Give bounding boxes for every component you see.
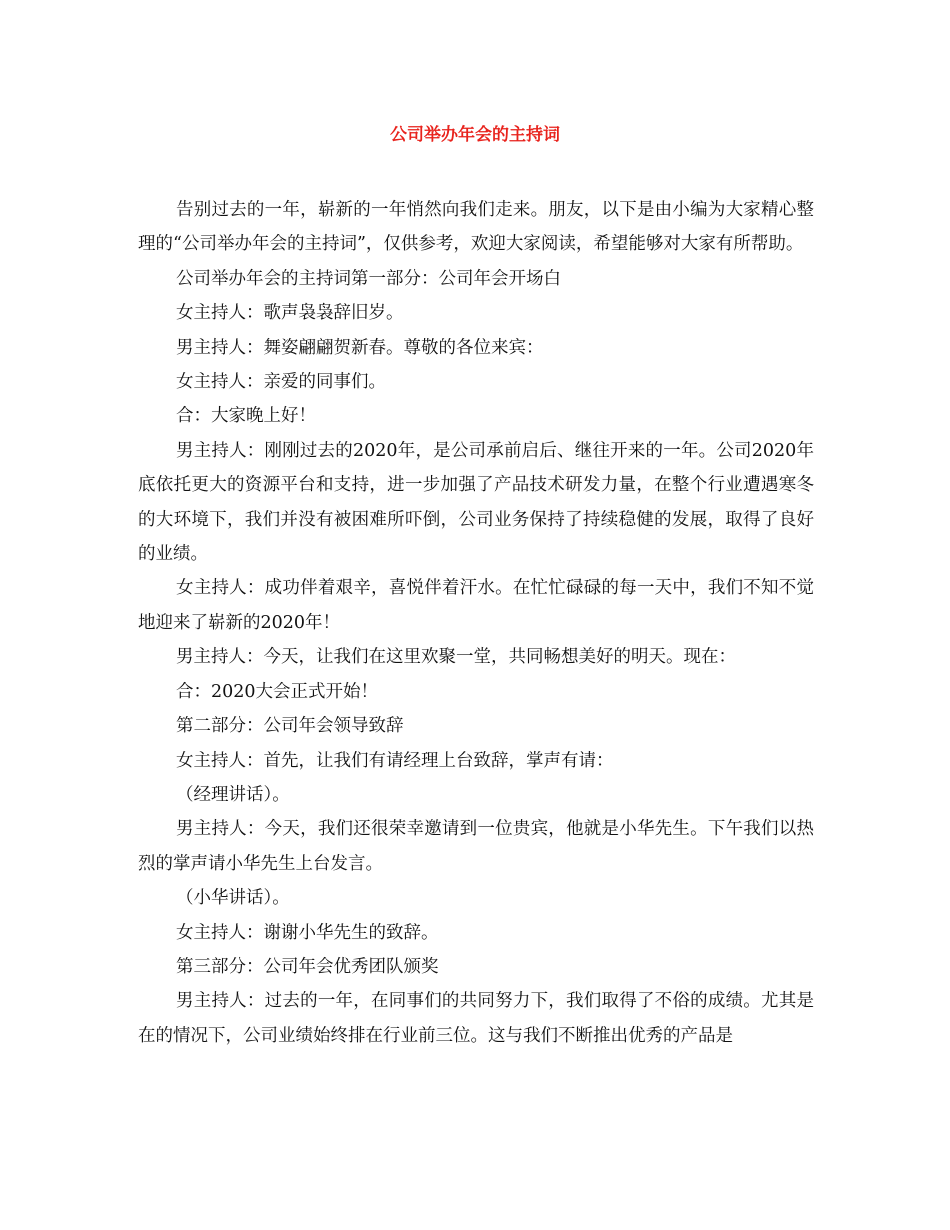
paragraph-section-three-heading: 第三部分：公司年会优秀团队颁奖 xyxy=(176,956,439,977)
document-body xyxy=(138,193,814,1053)
paragraph-intro: 告别过去的一年，崭新的一年悄然向我们走来。朋友，以下是由小编为大家精心整理的“公司举办年会的主持词”，仅供参考，欢迎大家阅读，希望能够对大家有所帮助。 xyxy=(138,200,814,255)
paragraph-dialogue: 女主持人：亲爱的同事们。 xyxy=(176,372,386,393)
paragraph-dialogue: 男主持人：过去的一年，在同事们的共同努力下，我们取得了不俗的成绩。尤其是在的情况下，公司业绩始终排在行业前三位。这与我们不断推出优秀的产品是 xyxy=(138,991,814,1046)
paragraph-section-one-heading: 公司举办年会的主持词第一部分：公司年会开场白 xyxy=(176,268,561,289)
paragraph-stage-note: （经理讲话）。 xyxy=(176,784,290,805)
paragraph-dialogue: 女主持人：谢谢小华先生的致辞。 xyxy=(176,922,439,943)
document-title: 公司举办年会的主持词 xyxy=(390,125,560,145)
paragraph-dialogue: 男主持人：舞姿翩翩贺新春。尊敬的各位来宾： xyxy=(176,337,544,358)
paragraph-section-two-heading: 第二部分：公司年会领导致辞 xyxy=(176,716,404,737)
paragraph-stage-note: （小华讲话）。 xyxy=(176,888,290,909)
paragraph-dialogue: 男主持人：刚刚过去的2020年，是公司承前启后、继往开来的一年。公司2020年底依托更大的资源平台和支持，进一步加强了产品技术研发力量，在整个行业遭遇寒冬的大环境下，我们并没有被困难所吓倒，公司业务保持了持续稳健的发展，取得了良好的业绩。 xyxy=(138,440,814,565)
paragraph-dialogue: 女主持人：歌声袅袅辞旧岁。 xyxy=(176,303,404,324)
paragraph-dialogue: 男主持人：今天，我们还很荣幸邀请到一位贵宾，他就是小华先生。下午我们以热烈的掌声请小华先生上台发言。 xyxy=(138,819,814,874)
paragraph-dialogue: 女主持人：成功伴着艰辛，喜悦伴着汗水。在忙忙碌碌的每一天中，我们不知不觉地迎来了崭新的2020年！ xyxy=(138,578,814,633)
paragraph-dialogue: 合：大家晚上好！ xyxy=(176,406,316,427)
paragraph-dialogue: 女主持人：首先，让我们有请经理上台致辞，掌声有请： xyxy=(176,750,614,771)
paragraph-dialogue: 男主持人：今天，让我们在这里欢聚一堂，共同畅想美好的明天。现在： xyxy=(176,647,736,668)
paragraph-dialogue: 合：2020大会正式开始！ xyxy=(176,681,379,702)
